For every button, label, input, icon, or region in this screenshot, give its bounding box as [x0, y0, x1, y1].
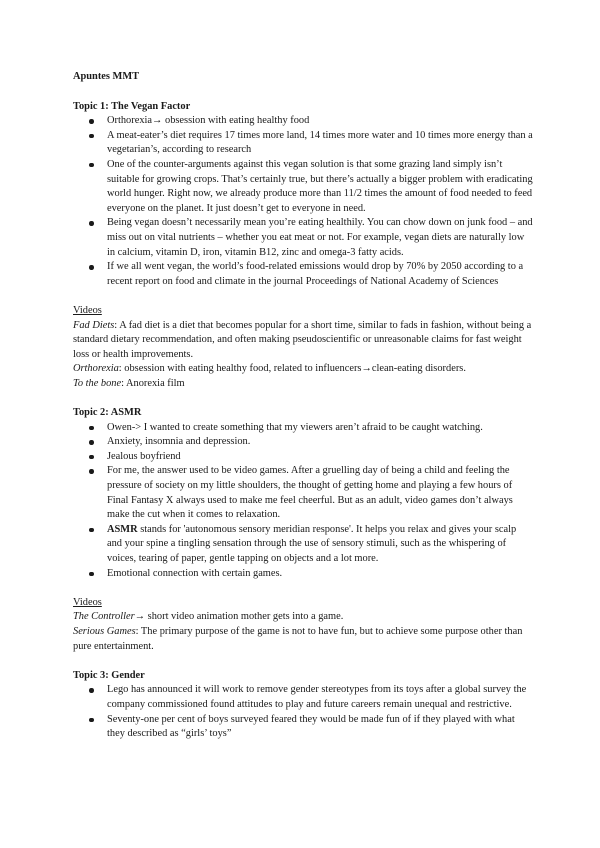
list-item: A meat-eater’s diet requires 17 times more land, 14 times more water and 10 times more energy than a vegetarian’s, according to research — [73, 129, 533, 158]
list-item-text: Jealous boyfriend — [107, 450, 181, 462]
topic-2-bullet-list — [73, 421, 533, 582]
list-item — [73, 523, 533, 567]
video-entry — [73, 377, 533, 392]
video-entry — [73, 610, 533, 625]
list-item — [73, 435, 533, 450]
video-entry — [73, 362, 533, 377]
topic-1-section — [73, 100, 533, 392]
list-item-lead: ASMR — [107, 523, 138, 535]
video-term: Serious Games — [73, 625, 136, 637]
list-item: One of the counter-arguments against this vegan solution is that some grazing land simply isn’t suitable for growing crops. That’s certainly true, but there’s actually a bigger problem with eradicating world hunger. Right now, we already produce more than 11/2 times the amount of food needed to feed everyone on the planet. It just doesn’t get to everyone in need. — [73, 158, 533, 216]
video-term: Fad Diets — [73, 319, 115, 331]
video-term: Orthorexia — [73, 363, 119, 375]
video-description: : Anorexia film — [121, 377, 185, 389]
topic-1-bullet-list — [73, 114, 533, 289]
video-entry — [73, 319, 533, 363]
video-description: → short video animation mother gets into a game. — [134, 611, 344, 623]
topic-3-heading: Topic 3: Gender — [73, 669, 145, 681]
video-entry — [73, 625, 533, 654]
video-term: To the bone — [73, 377, 122, 389]
list-item — [73, 567, 533, 582]
list-item — [73, 450, 533, 465]
video-term: The Controller — [73, 611, 135, 623]
list-item — [73, 421, 533, 436]
topic-1-heading: Topic 1: The Vegan Factor — [73, 100, 191, 112]
topic-3-section — [73, 669, 533, 742]
list-item-text: Owen-> I wanted to create something that my viewers aren’t afraid to be caught watching. — [107, 421, 483, 433]
topic-2-heading: Topic 2: ASMR — [73, 407, 142, 419]
list-item: Seventy-one per cent of boys surveyed feared they would be made fun of if they played with what they described as “girls’ toys” — [73, 713, 533, 742]
topic-2-section — [73, 406, 533, 654]
topic-3-bullet-list — [73, 683, 533, 741]
list-item-text: Emotional connection with certain games. — [107, 567, 283, 579]
list-item: Being vegan doesn’t necessarily mean you’re eating healthily. You can chow down on junk food – and miss out on vital nutrients – whether you eat meat or not. For example, vegan diets are naturally low in calcium, vitamin D, iron, vitamin B12, zinc and omega-3 fatty acids. — [73, 216, 533, 260]
video-description: : obsession with eating healthy food, related to influencers→clean-eating disorders. — [118, 363, 466, 375]
list-item-text: Anxiety, insomnia and depression. — [107, 436, 251, 448]
document-page — [73, 70, 533, 742]
videos-heading: Videos — [73, 304, 102, 316]
list-item: Lego has announced it will work to remove gender stereotypes from its toys after a global survey the company commissioned found attitudes to play and future careers remain unequal and restrictive. — [73, 683, 533, 712]
video-description: : A fad diet is a diet that becomes popular for a short time, similar to fads in fashion, without being a standard dietary recommendation, and often making pseudoscientific or unreasonable claims for fast weight loss or health improvements. — [73, 319, 532, 360]
list-item-text: For me, the answer used to be video games. After a gruelling day of being a child and feeling the pressure of society on my little shoulders, the thought of getting home and playing a few hours of Final Fantasy X always used to make me feel cheerful. But as an adult, video games don’t always make the cut when it comes to relaxation. — [107, 465, 513, 521]
list-item: Orthorexia→ obsession with eating healthy food — [73, 114, 533, 129]
list-item-text: stands for 'autonomous sensory meridian response'. It helps you relax and gives your scalp and your spine a tingling sensation through the use of sensory stimuli, such as the whispering of voices, tearing of paper, gentle tapping on objects and a lot more. — [107, 523, 517, 564]
document-title: Apuntes MMT — [73, 71, 140, 82]
list-item: If we all went vegan, the world’s food-related emissions would drop by 70% by 2050 according to a recent report on food and climate in the journal Proceedings of National Academy of Sciences — [73, 260, 533, 289]
list-item — [73, 464, 533, 522]
video-description: : The primary purpose of the game is not to have fun, but to achieve some purpose other than pure entertainment. — [73, 625, 523, 652]
videos-heading: Videos — [73, 596, 102, 608]
